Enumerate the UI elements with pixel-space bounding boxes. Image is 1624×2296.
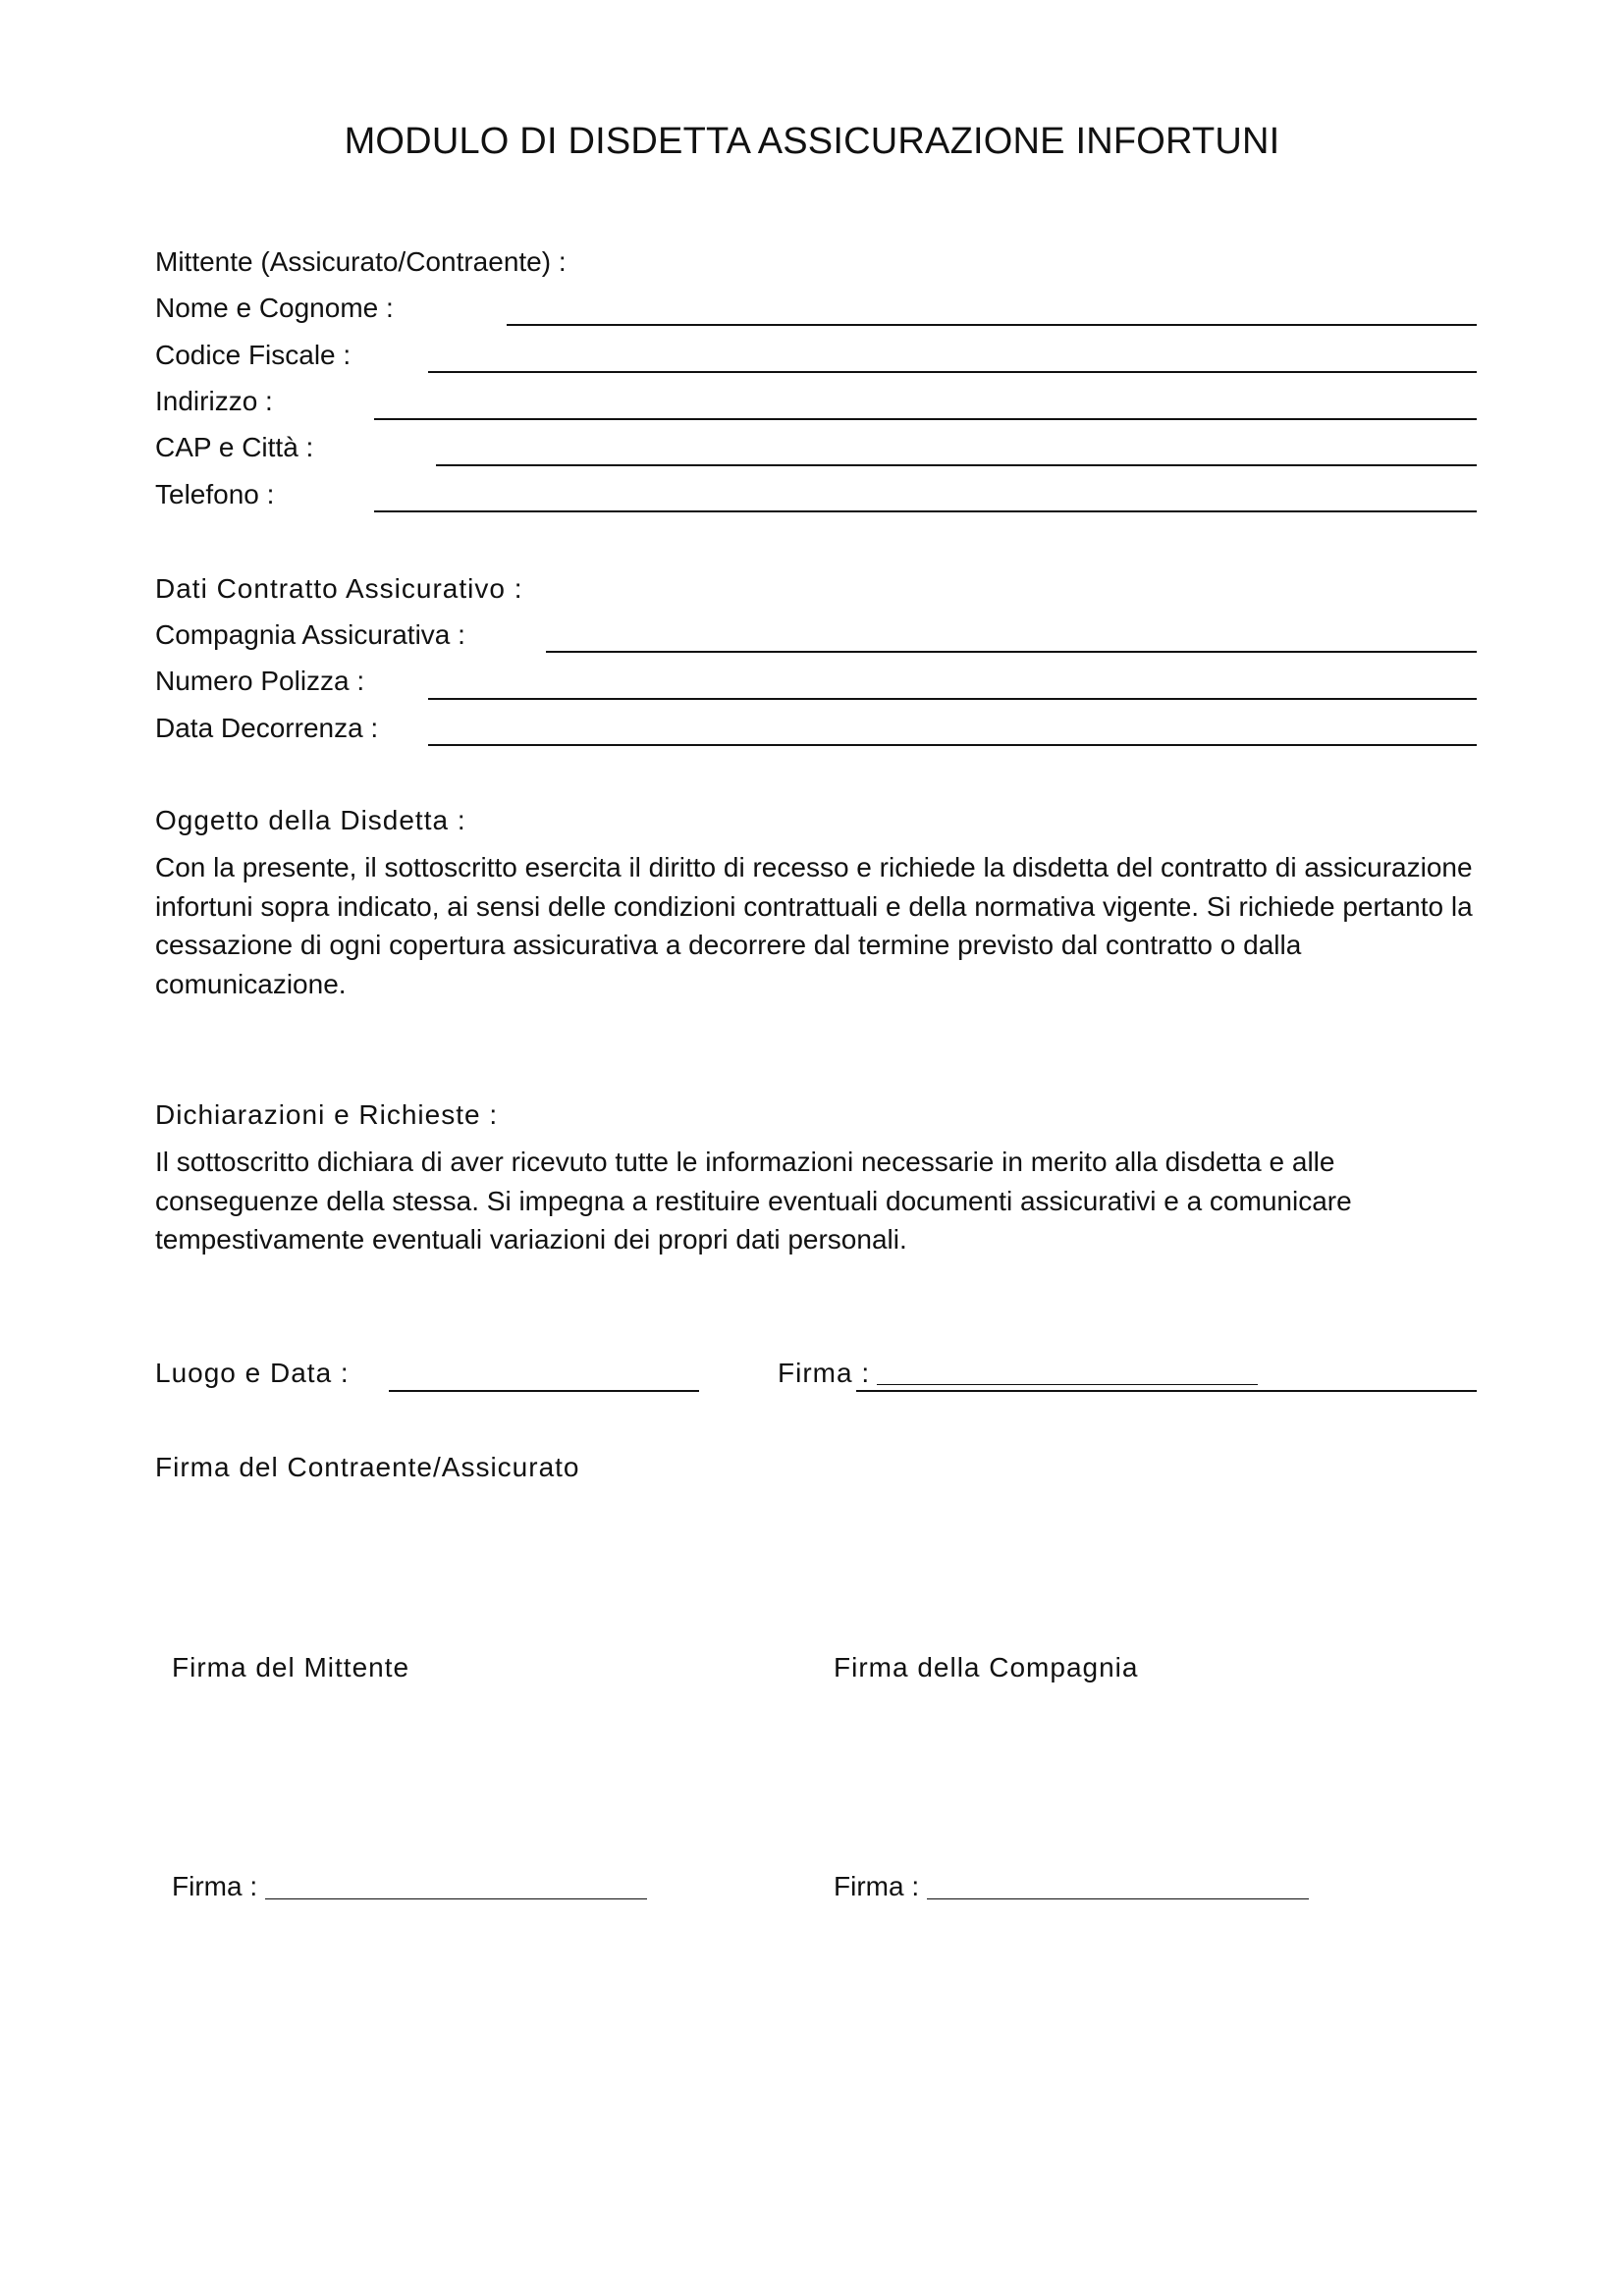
subject-paragraph — [155, 848, 1490, 1003]
signature-inner-line — [877, 1384, 1258, 1385]
company-signature-caption: Firma della Compagnia — [834, 1652, 1139, 1682]
sender-heading: Mittente (Assicurato/Contraente) : — [155, 246, 567, 277]
address-label: Indirizzo : — [155, 386, 273, 416]
address-field[interactable] — [374, 418, 1477, 420]
declarations-line: tempestivamente eventuali variazioni dei propri dati personali. — [155, 1224, 907, 1255]
company-signature-label: Firma : — [834, 1871, 920, 1901]
company-label: Compagnia Assicurativa : — [155, 619, 465, 650]
name-field[interactable] — [507, 324, 1477, 326]
company-signature-field[interactable] — [927, 1898, 1309, 1899]
tax-code-label: Codice Fiscale : — [155, 340, 352, 370]
start-date-label: Data Decorrenza : — [155, 713, 379, 743]
sender-signature-field[interactable] — [265, 1898, 647, 1899]
name-label: Nome e Cognome : — [155, 293, 394, 323]
zip-city-label: CAP e Città : — [155, 432, 314, 462]
sender-signature-label: Firma : — [172, 1871, 258, 1901]
subject-line: infortuni sopra indicato, ai sensi delle condizioni contrattuali e della normativa vigente. Si richiede pertanto la — [155, 890, 1473, 922]
signature-label: Firma : — [778, 1358, 871, 1388]
start-date-field[interactable] — [428, 744, 1477, 746]
phone-label: Telefono : — [155, 479, 275, 509]
phone-field[interactable] — [374, 510, 1477, 512]
subject-line: cessazione di ogni copertura assicurativa a decorrere dal termine previsto dal contratto o dalla — [155, 930, 1302, 960]
declarations-heading: Dichiarazioni e Richieste : — [155, 1099, 499, 1130]
policy-number-label: Numero Polizza : — [155, 666, 365, 696]
signature-field[interactable] — [856, 1390, 1477, 1392]
contractor-signature-caption: Firma del Contraente/Assicurato — [155, 1452, 580, 1482]
tax-code-field[interactable] — [428, 371, 1477, 373]
sender-signature-caption: Firma del Mittente — [172, 1652, 410, 1682]
policy-number-field[interactable] — [428, 698, 1477, 700]
place-date-field[interactable] — [389, 1390, 699, 1392]
subject-line: Con la presente, il sottoscritto esercita il diritto di recesso e richiede la disdetta del contratto di assicurazione — [155, 852, 1473, 882]
subject-heading: Oggetto della Disdetta : — [155, 805, 466, 835]
contract-heading: Dati Contratto Assicurativo : — [155, 573, 523, 604]
declarations-paragraph — [155, 1143, 1490, 1259]
declarations-line: conseguenze della stessa. Si impegna a restituire eventuali documenti assicurativi e a comunicare — [155, 1185, 1352, 1216]
place-date-label: Luogo e Data : — [155, 1358, 350, 1388]
page-title: MODULO DI DISDETTA ASSICURAZIONE INFORTUNI — [344, 121, 1280, 162]
declarations-line: Il sottoscritto dichiara di aver ricevuto tutte le informazioni necessarie in merito alla disdetta e alle — [155, 1147, 1335, 1177]
company-field[interactable] — [546, 651, 1477, 653]
zip-city-field[interactable] — [436, 464, 1477, 466]
subject-line: comunicazione. — [155, 968, 347, 999]
